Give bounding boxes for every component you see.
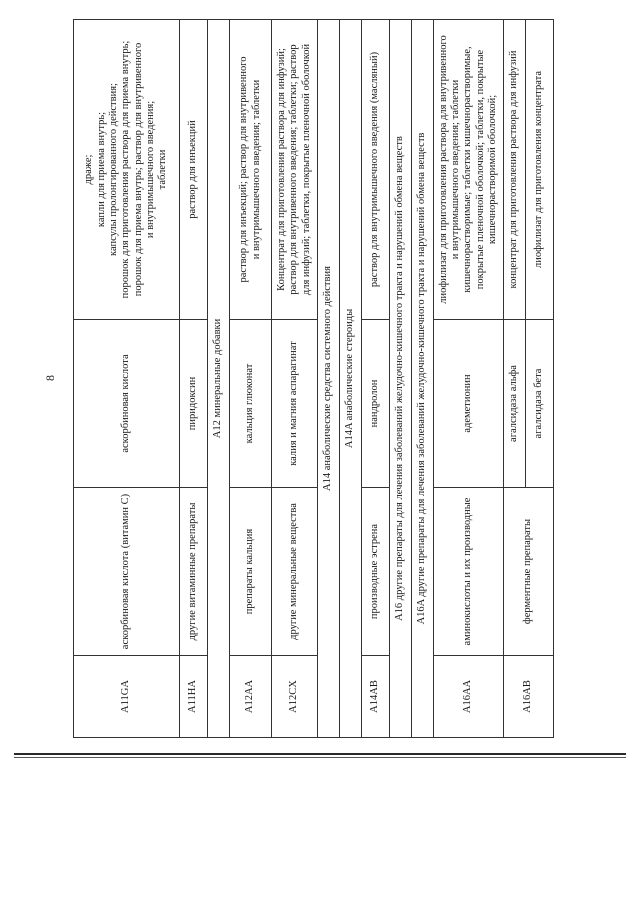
dosage-forms-cell: лиофилизат для приготовления концентрата (526, 20, 554, 320)
atc-code-cell: A16AB (504, 656, 554, 738)
drug-group-cell: ферментные препараты (504, 488, 554, 656)
drug-group-cell: производные эстрена (362, 488, 390, 656)
table-row (504, 20, 526, 738)
section-row (390, 20, 412, 738)
drug-name-cell: пиридоксин (180, 320, 208, 488)
atc-code-cell: A14AB (362, 656, 390, 738)
section-row (208, 20, 230, 738)
drug-name-cell: адеметионин (434, 320, 504, 488)
table-row (272, 20, 318, 738)
table-row (180, 20, 208, 738)
section-row (340, 20, 362, 738)
atc-code-cell: A12AA (230, 656, 272, 738)
section-title: A14 анаболические средства системного действия (318, 20, 340, 738)
drug-group-cell: другие витаминные препараты (180, 488, 208, 656)
table-row (434, 20, 504, 738)
drug-name-cell: агалсидаза альфа (504, 320, 526, 488)
dosage-forms-cell: раствор для инъекций (180, 20, 208, 320)
dosage-forms-cell: раствор для внутримышечного введения (масляный) (362, 20, 390, 320)
page-rule-bottom (14, 757, 626, 758)
atc-code-cell: A16AA (434, 656, 504, 738)
atc-code-cell: A11GA (74, 656, 180, 738)
drug-group-cell: препараты кальция (230, 488, 272, 656)
drug-name-cell: агалсидаза бета (526, 320, 554, 488)
section-row (412, 20, 434, 738)
drug-name-cell: аскорбиновая кислота (74, 320, 180, 488)
table-row (362, 20, 390, 738)
section-title: A16 другие препараты для лечения заболеваний желудочно-кишечного тракта и нарушений обмена веществ (390, 20, 412, 738)
dosage-forms-cell: концентрат для приготовления раствора для инфузий (504, 20, 526, 320)
table-row (74, 20, 180, 738)
dosage-forms-cell: лиофилизат для приготовления раствора для внутривенного и внутримышечного введения; таблетки кишечнорастворимые; таблетки кишечнорастворимые, покрытые пленочной оболочкой; таблетки, покрытые кишечнорастворимой оболочкой; (434, 20, 504, 320)
dosage-forms-cell: драже; капли для приема внутрь; капсулы пролонгированного действия; порошок для приготовления раствора для приема внутрь; порошок для приема внутрь; раствор для внутривенного и внутримышечного введения; таблетки (74, 20, 180, 320)
atc-code-cell: A11HA (180, 656, 208, 738)
dosage-forms-cell: раствор для инъекций; раствор для внутривенного и внутримышечного введения; таблетки (230, 20, 272, 320)
drug-group-cell: другие минеральные вещества (272, 488, 318, 656)
atc-code-cell: A12CX (272, 656, 318, 738)
page-rule-top (14, 753, 626, 755)
section-title: A14A анаболические стероиды (340, 20, 362, 738)
section-row (318, 20, 340, 738)
section-title: A16A другие препараты для лечения заболеваний желудочно-кишечного тракта и нарушений обмена веществ (412, 20, 434, 738)
drug-group-cell: аскорбиновая кислота (витамин С) (74, 488, 180, 656)
page-number: 8 (43, 375, 57, 381)
rotated-page-content (35, 18, 575, 738)
section-title: A12 минеральные добавки (208, 20, 230, 738)
drug-name-cell: кальция глюконат (230, 320, 272, 488)
drug-registry-table (73, 19, 554, 738)
dosage-forms-cell: Концентрат для приготовления раствора для инфузий; раствор для внутривенного введения; таблетки; раствор для инфузий; таблетки, покрытые пленочной оболочкой (272, 20, 318, 320)
drug-name-cell: нандролон (362, 320, 390, 488)
table-row (230, 20, 272, 738)
drug-name-cell: калия и магния аспарагинат (272, 320, 318, 488)
drug-group-cell: аминокислоты и их производные (434, 488, 504, 656)
